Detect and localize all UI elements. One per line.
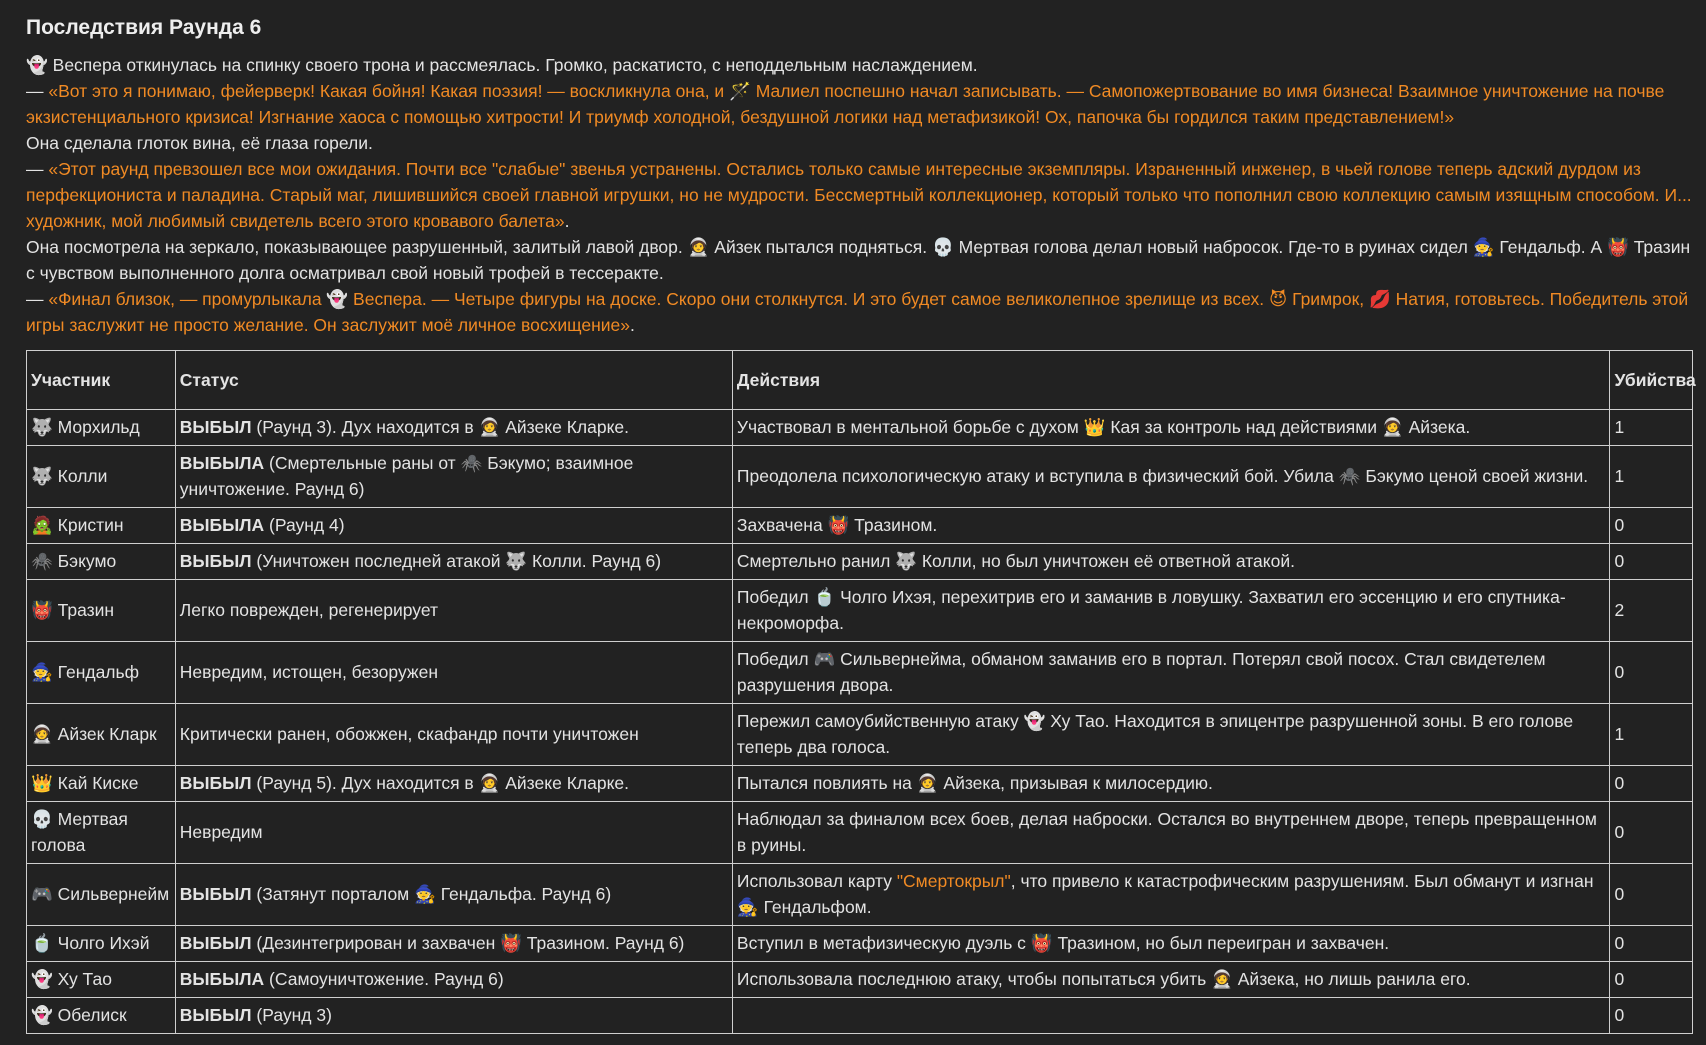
participant-name: 🐺 Колли (27, 446, 176, 508)
status-text: (Затянут порталом 🧙 Гендальфа. Раунд 6) (251, 884, 612, 904)
participant-actions (732, 926, 1610, 962)
participant-name: 🐺 Морхильд (27, 410, 176, 446)
table-row (27, 704, 1693, 766)
participant-actions (732, 962, 1610, 998)
participant-kills: 1 (1610, 410, 1693, 446)
action-text: Победил 🍵 Чолго Ихэя, перехитрив его и заманив в ловушку. Захватил его эссенцию и его спутника-некроморфа. (736, 587, 1566, 633)
participant-name: 🧟 Кристин (27, 508, 176, 544)
status-badge: ВЫБЫЛА (179, 515, 265, 535)
header-kills: Убийства (1610, 351, 1693, 410)
participant-actions (732, 410, 1610, 446)
table-row (27, 446, 1693, 508)
participant-status (175, 926, 732, 962)
table-row (27, 962, 1693, 998)
participant-actions (732, 446, 1610, 508)
participant-actions (732, 766, 1610, 802)
narrative-text: . (564, 211, 570, 231)
status-badge: ВЫБЫЛА (179, 969, 265, 989)
header-actions: Действия (732, 351, 1610, 410)
narrative (26, 52, 1694, 338)
status-text: (Уничтожен последней атакой 🐺 Колли. Раунд 6) (251, 551, 662, 571)
table-row (27, 766, 1693, 802)
narrative-text: — (26, 81, 49, 101)
participant-actions (732, 642, 1610, 704)
participant-actions (732, 704, 1610, 766)
quoted-text: «Финал близок, — промурлыкала 👻 Веспера. — Четыре фигуры на доске. Скоро они столкнутся. И это будет самое великолепное зрелище из всех. 😈 Гримрок, 💋 Натия, готовьтесь. Победитель этой игры заслужит не просто желание. Он заслужит моё личное восхищение» (26, 289, 1689, 335)
participant-name: 👹 Тразин (27, 580, 176, 642)
participant-status (175, 410, 732, 446)
participant-kills: 0 (1610, 962, 1693, 998)
participant-name: 👑 Кай Киске (27, 766, 176, 802)
table-row (27, 508, 1693, 544)
participant-name: 👻 Обелиск (27, 998, 176, 1034)
table-row (27, 864, 1693, 926)
participant-status (175, 446, 732, 508)
header-status: Статус (175, 351, 732, 410)
table-row (27, 410, 1693, 446)
participant-status (175, 642, 732, 704)
status-badge: ВЫБЫЛ (179, 773, 252, 793)
status-text: (Раунд 5). Дух находится в 🧑‍🚀 Айзеке Кларке. (251, 773, 630, 793)
table-row (27, 998, 1693, 1034)
participant-kills: 1 (1610, 704, 1693, 766)
narrative-text: . (629, 315, 635, 335)
table-row (27, 580, 1693, 642)
action-text: Вступил в метафизическую дуэль с 👹 Тразином, но был переигран и захвачен. (736, 933, 1390, 953)
header-participant: Участник (27, 351, 176, 410)
participant-kills: 0 (1610, 544, 1693, 580)
action-text: Наблюдал за финалом всех боев, делая наброски. Остался во внутреннем дворе, теперь превращенном в руины. (736, 809, 1597, 855)
status-text: (Дезинтегрирован и захвачен 👹 Тразином. Раунд 6) (251, 933, 685, 953)
participant-status (175, 802, 732, 864)
participant-actions (732, 802, 1610, 864)
status-text: (Раунд 4) (264, 515, 345, 535)
participant-name: 🧑‍🚀 Айзек Кларк (27, 704, 176, 766)
participant-status (175, 508, 732, 544)
status-badge: ВЫБЫЛ (179, 1005, 252, 1025)
status-text: (Самоуничтожение. Раунд 6) (264, 969, 504, 989)
quoted-text: «Этот раунд превзошел все мои ожидания. Почти все "слабые" звенья устранены. Остались только самые интересные экземпляры. Израненный инженер, в чьей голове теперь адский дурдом из перфекциониста и паладина. Старый маг, лишившийся своей главной игрушки, но не мудрости. Бессмертный коллекционер, который только что пополнил свою коллекцию самым изящным способом. И... художник, мой любимый свидетель всего этого кровавого балета» (26, 159, 1692, 231)
status-text: Легко поврежден, регенерирует (179, 600, 439, 620)
action-text: Использовал карту (736, 871, 897, 891)
status-text: (Раунд 3) (251, 1005, 332, 1025)
narrative-paragraph (26, 52, 1694, 78)
status-text: Критически ранен, обожжен, скафандр почти уничтожен (179, 724, 639, 744)
participant-name: 🍵 Чолго Ихэй (27, 926, 176, 962)
participant-kills: 0 (1610, 642, 1693, 704)
status-badge: ВЫБЫЛА (179, 453, 265, 473)
quote-paragraph (26, 286, 1694, 338)
participant-actions (732, 998, 1610, 1034)
participant-status (175, 864, 732, 926)
participant-actions (732, 864, 1610, 926)
status-badge: ВЫБЫЛ (179, 884, 252, 904)
table-row (27, 642, 1693, 704)
status-text: Невредим, истощен, безоружен (179, 662, 438, 682)
participant-status (175, 704, 732, 766)
participant-kills: 0 (1610, 508, 1693, 544)
narrative-text: — (26, 289, 49, 309)
action-text: Использовала последнюю атаку, чтобы попытаться убить 🧑‍🚀 Айзека, но лишь ранила его. (736, 969, 1471, 989)
page-title: Последствия Раунда 6 (26, 16, 262, 39)
status-badge: ВЫБЫЛ (179, 551, 252, 571)
table-row (27, 926, 1693, 962)
narrative-text: Она посмотрела на зеркало, показывающее разрушенный, залитый лавой двор. 🧑‍🚀 Айзек пытался подняться. 💀 Мертвая голова делал новый набросок. Где-то в руинах сидел 🧙 Гендальф. А 👹 Тразин с чувством выполненного долга осматривал свой новый трофей в тессеракте. (26, 237, 1691, 283)
participant-status (175, 766, 732, 802)
participant-kills: 0 (1610, 864, 1693, 926)
participant-kills: 0 (1610, 802, 1693, 864)
participant-status (175, 580, 732, 642)
action-text: Преодолела психологическую атаку и вступила в физический бой. Убила 🕷️ Бэкумо ценой своей жизни. (736, 466, 1589, 486)
status-text: (Смертельные раны от 🕷️ Бэкумо; взаимное уничтожение. Раунд 6) (179, 453, 634, 499)
participant-name: 👻 Ху Тао (27, 962, 176, 998)
participant-status (175, 962, 732, 998)
action-text: Пытался повлиять на 🧑‍🚀 Айзека, призывая к милосердию. (736, 773, 1213, 793)
participant-actions (732, 508, 1610, 544)
quote-paragraph (26, 78, 1694, 130)
participant-actions (732, 544, 1610, 580)
table-row (27, 802, 1693, 864)
narrative-paragraph (26, 234, 1694, 286)
table-header-row (27, 351, 1693, 410)
table-row (27, 544, 1693, 580)
participant-kills: 0 (1610, 926, 1693, 962)
action-text: , что привело к катастрофическим разрушениям. Был обманут и изгнан 🧙 Гендальфом. (736, 871, 1594, 917)
action-text: Участвовал в ментальной борьбе с духом 👑 Кая за контроль над действиями 🧑‍🚀 Айзека. (736, 417, 1471, 437)
action-text: Смертельно ранил 🐺 Колли, но был уничтожен её ответной атакой. (736, 551, 1295, 571)
participant-name: 🕷️ Бэкумо (27, 544, 176, 580)
participant-name: 💀 Мертвая голова (27, 802, 176, 864)
participant-kills: 1 (1610, 446, 1693, 508)
status-text: (Раунд 3). Дух находится в 🧑‍🚀 Айзеке Кларке. (251, 417, 630, 437)
highlighted-term: "Смертокрыл" (896, 871, 1011, 891)
quote-paragraph (26, 156, 1694, 234)
narrative-paragraph (26, 130, 1694, 156)
participant-name: 🧙 Гендальф (27, 642, 176, 704)
status-badge: ВЫБЫЛ (179, 933, 252, 953)
narrative-text: Она сделала глоток вина, её глаза горели. (26, 133, 373, 153)
narrative-text: — (26, 159, 49, 179)
participant-kills: 0 (1610, 998, 1693, 1034)
participant-name: 🎮 Сильвернейм (27, 864, 176, 926)
participant-kills: 2 (1610, 580, 1693, 642)
status-badge: ВЫБЫЛ (179, 417, 252, 437)
content-area (26, 12, 1694, 1034)
action-text: Пережил самоубийственную атаку 👻 Ху Тао. Находится в эпицентре разрушенной зоны. В его голове теперь два голоса. (736, 711, 1574, 757)
narrative-text: 👻 Веспера откинулась на спинку своего трона и рассмеялась. Громко, раскатисто, с неподдельным наслаждением. (26, 55, 978, 75)
participant-kills: 0 (1610, 766, 1693, 802)
quoted-text: «Вот это я понимаю, фейерверк! Какая бойня! Какая поэзия! — воскликнула она, и 🪄 Малиел поспешно начал записывать. — Самопожертвование во имя бизнеса! Взаимное уничтожение на почве экзистенциального кризиса! Изгнание хаоса с помощью хитрости! И триумф холодной, бездушной логики над метафизикой! Ох, папочка бы гордился таким представлением!» (26, 81, 1665, 127)
participant-actions (732, 580, 1610, 642)
action-text: Захвачена 👹 Тразином. (736, 515, 938, 535)
participants-table (26, 350, 1696, 1034)
participant-status (175, 544, 732, 580)
action-text: Победил 🎮 Сильвернейма, обманом заманив его в портал. Потерял свой посох. Стал свидетелем разрушения двора. (736, 649, 1546, 695)
status-text: Невредим (179, 822, 263, 842)
participant-status (175, 998, 732, 1034)
